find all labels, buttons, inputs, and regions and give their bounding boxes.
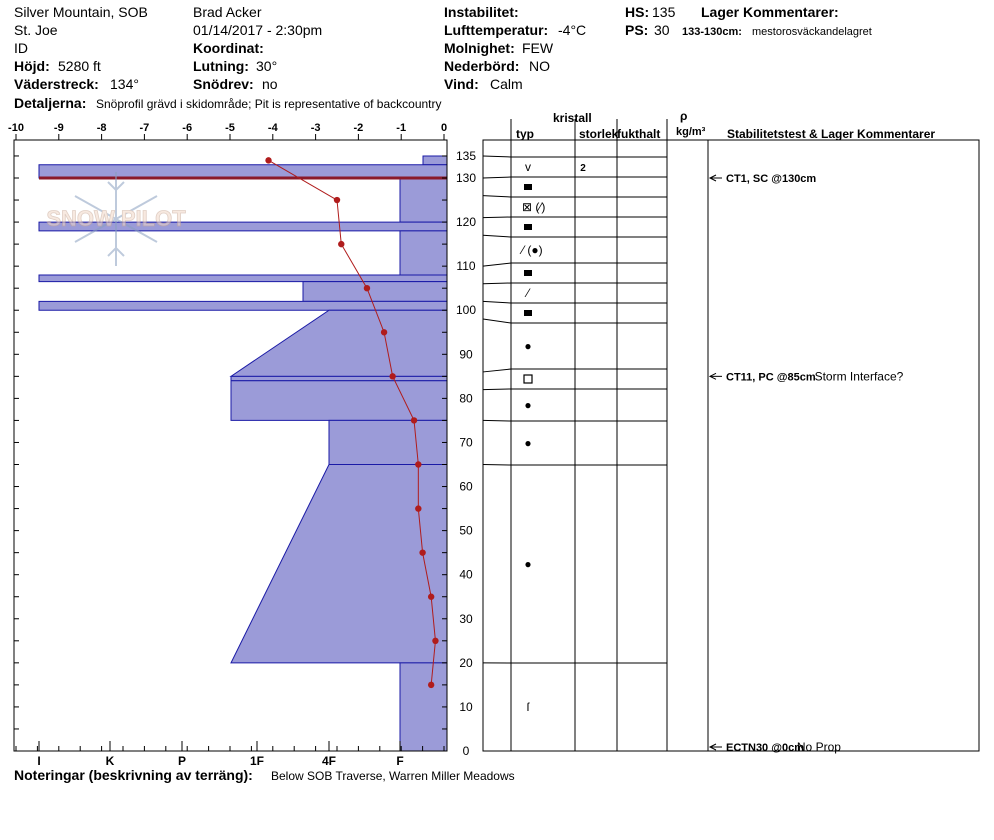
elevation-label: Höjd:	[14, 58, 50, 74]
stability-test-label: ECTN30 @0cm	[726, 742, 804, 754]
hs-value: 135	[652, 4, 676, 20]
depth-tick-label: 50	[459, 523, 473, 538]
crystal-symbol: ſ	[526, 700, 530, 714]
temperature-point	[415, 505, 421, 511]
hardness-layer	[303, 282, 447, 302]
hardness-tick-label: K	[105, 754, 115, 768]
hardness-layer	[39, 165, 447, 178]
temperature-point	[411, 417, 417, 423]
depth-tick-label: 90	[459, 347, 473, 362]
depth-tick-label: 120	[455, 215, 477, 230]
stability-test-label: CT1, SC @130cm	[726, 173, 817, 185]
hs-label: HS:	[625, 4, 650, 20]
air-temp-value: -4°C	[558, 22, 587, 38]
crystal-symbol: v	[525, 160, 531, 174]
header-kristall: kristall	[553, 111, 592, 125]
temperature-tick-label: 0	[440, 122, 448, 134]
notes-value: Below SOB Traverse, Warren Miller Meadows	[271, 769, 515, 783]
coordinate-label: Koordinat:	[193, 40, 264, 56]
crystal-symbol-faceted	[524, 270, 532, 276]
depth-tick-label: 130	[455, 171, 477, 185]
temperature-point	[428, 594, 434, 600]
temperature-tick-label: -2	[353, 122, 364, 134]
drift-label: Snödrev:	[193, 76, 254, 92]
hardness-tick-label: I	[37, 754, 41, 768]
depth-tick-label: 110	[456, 259, 476, 274]
depth-connector	[483, 196, 511, 197]
hardness-layer	[231, 376, 447, 380]
crystal-size: 2	[580, 163, 586, 174]
hardness-tick-label: P	[177, 754, 187, 768]
depth-connector	[483, 389, 511, 390]
observer-name: Brad Acker	[193, 4, 262, 20]
hardness-layer	[400, 231, 447, 275]
temperature-point	[381, 329, 387, 335]
layer-comment-range: 133-130cm:	[682, 26, 742, 38]
crystal-symbol: ⁄ (●)	[522, 243, 543, 257]
hardness-layer	[329, 420, 447, 464]
wind-value: Calm	[490, 76, 523, 92]
stability-comment: No Prop	[796, 740, 841, 754]
crystal-symbol-faceted	[524, 184, 532, 190]
hardness-tick-label: F	[396, 754, 404, 768]
details-value: Snöprofil grävd i skidområde; Pit is representative of backcountry	[96, 97, 442, 111]
stability-comment: Storm Interface?	[814, 369, 904, 384]
cloud-label: Molnighet:	[444, 40, 515, 56]
depth-tick-label: 135	[455, 148, 477, 163]
hardness-layer	[231, 310, 447, 376]
air-temp-label: Lufttemperatur:	[444, 22, 549, 38]
hardness-layer	[231, 381, 447, 421]
depth-connector	[483, 156, 511, 157]
snow-pilot-logo-text: SNOW PILOT	[46, 206, 186, 231]
ps-label: PS:	[625, 22, 649, 38]
hardness-layer	[39, 275, 447, 282]
table-frame	[483, 140, 979, 751]
depth-connector	[483, 319, 511, 323]
observation-datetime: 01/14/2017 - 2:30pm	[193, 22, 323, 38]
hardness-profile	[39, 156, 447, 751]
crystal-symbol-faceted	[524, 310, 532, 316]
cloud-value: FEW	[522, 40, 554, 56]
slope-label: Lutning:	[193, 58, 249, 74]
temperature-point	[265, 157, 271, 163]
temperature-tick-label: -5	[225, 122, 235, 134]
temperature-point	[432, 638, 438, 644]
crystal-symbol-faceted	[524, 224, 532, 230]
hardness-tick-label: 4F	[321, 754, 337, 768]
stability-test-label: CT11, PC @85cm	[726, 371, 816, 384]
slope-value: 30°	[256, 58, 278, 74]
hardness-layer	[231, 465, 447, 663]
hardness-layer	[39, 301, 447, 310]
elevation-value: 5280 ft	[58, 58, 101, 74]
depth-connector	[483, 217, 511, 218]
temperature-tick-label: -4	[267, 122, 278, 134]
temperature-tick-label: -3	[310, 122, 321, 134]
temperature-tick-label: -10	[8, 122, 24, 134]
depth-tick-label: 60	[459, 479, 473, 494]
layer-comment-text: mestorosväckandelagret	[752, 26, 872, 38]
details-label: Detaljerna:	[14, 95, 87, 111]
hardness-layer	[400, 178, 447, 222]
crystal-symbol: ●	[524, 339, 532, 353]
depth-connector	[483, 235, 511, 237]
depth-connector	[483, 263, 511, 266]
hardness-layer	[423, 156, 447, 165]
depth-connector	[483, 420, 511, 421]
drift-value: no	[262, 76, 278, 92]
temperature-point	[389, 373, 395, 379]
temperature-tick-label: -6	[182, 122, 193, 134]
depth-tick-label: 40	[459, 567, 473, 582]
location-name: Silver Mountain, SOB	[14, 4, 148, 20]
header-rho: ρ	[680, 109, 688, 123]
temperature-point	[428, 682, 434, 688]
temperature-tick-label: -7	[139, 122, 150, 134]
crystal-symbol: ●	[524, 398, 532, 412]
region-name: St. Joe	[14, 22, 58, 38]
hardness-tick-label: 1F	[249, 754, 265, 768]
header-density-unit: kg/m³	[676, 126, 706, 138]
depth-connector	[483, 301, 511, 303]
aspect-label: Väderstreck:	[14, 76, 99, 92]
precip-value: NO	[529, 58, 550, 74]
header-fukthalt: fukthalt	[617, 127, 661, 141]
crystal-symbol: ⊠ (⁄)	[522, 200, 546, 214]
depth-tick-label: 70	[459, 435, 473, 450]
precip-label: Nederbörd:	[444, 58, 520, 74]
temperature-point	[334, 197, 340, 203]
crystal-table	[483, 119, 979, 754]
temperature-tick-label: -8	[96, 122, 107, 134]
crystal-symbol: ⁄	[526, 286, 530, 300]
depth-tick-label: 80	[459, 391, 473, 406]
depth-connector	[483, 283, 511, 284]
state-name: ID	[14, 40, 28, 56]
crystal-symbol-facet-rounded	[524, 375, 532, 383]
temperature-point	[419, 549, 425, 555]
depth-tick-label: 20	[459, 655, 473, 670]
header-typ: typ	[516, 127, 534, 141]
depth-tick-label: 100	[455, 303, 477, 318]
hardness-layer	[400, 663, 447, 751]
notes-label: Noteringar (beskrivning av terräng):	[14, 767, 253, 783]
header-storlek: storlek	[579, 127, 619, 141]
depth-connector	[483, 465, 511, 466]
snow-pilot-logo	[46, 172, 186, 266]
ps-value: 30	[654, 22, 670, 38]
depth-connector	[483, 177, 511, 178]
depth-tick-label: 30	[459, 611, 473, 626]
temperature-point	[338, 241, 344, 247]
depth-connector	[483, 369, 511, 372]
temperature-point	[364, 285, 370, 291]
header-stability: Stabilitetstest & Lager Kommentarer	[727, 127, 936, 141]
crystal-symbol: ●	[524, 436, 532, 450]
temperature-tick-label: -1	[396, 122, 407, 134]
temperature-tick-label: -9	[53, 122, 64, 134]
depth-tick-label: 10	[459, 699, 473, 714]
layer-comments-title: Lager Kommentarer:	[701, 4, 839, 20]
temperature-point	[415, 461, 421, 467]
crystal-symbol: ●	[524, 557, 532, 571]
aspect-value: 134°	[110, 76, 139, 92]
wind-label: Vind:	[444, 76, 479, 92]
depth-tick-label: 0	[462, 744, 470, 758]
instability-label: Instabilitet:	[444, 4, 519, 20]
